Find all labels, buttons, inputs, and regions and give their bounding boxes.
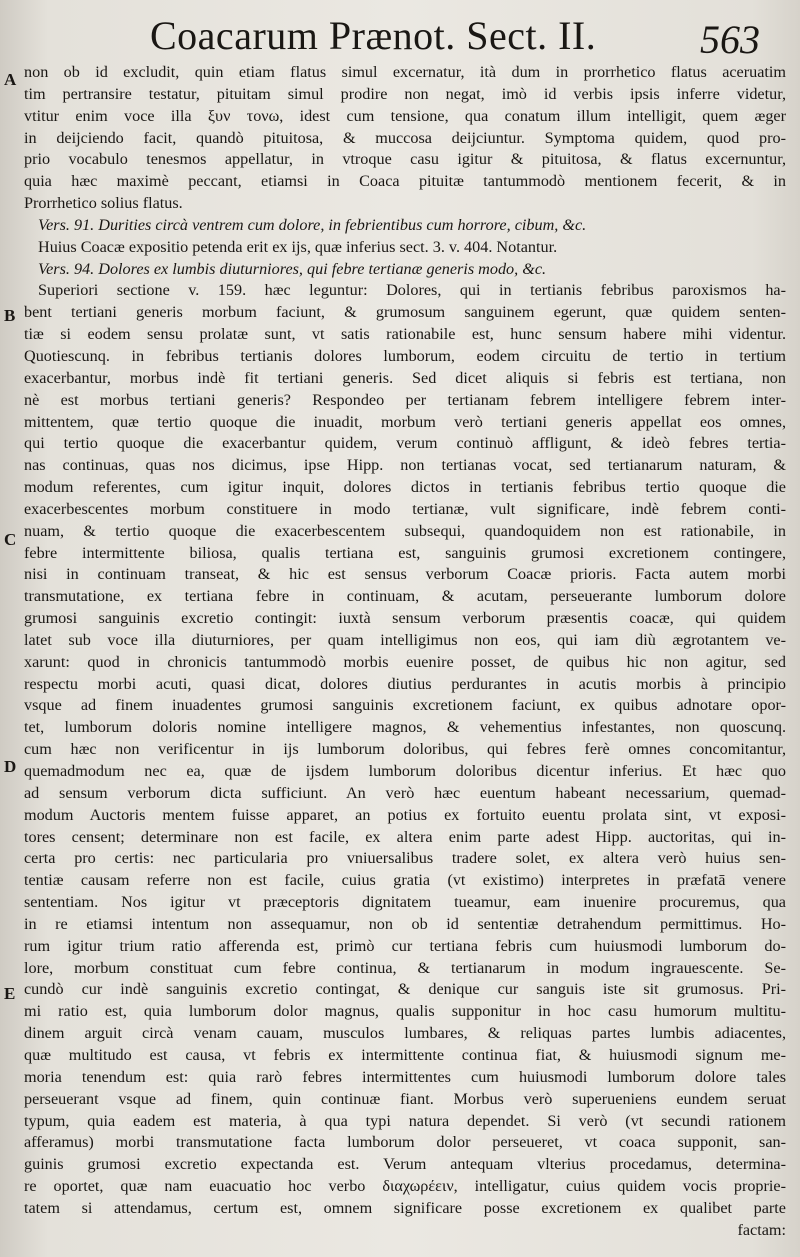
text-line: sententiam. Nos igitur vt præceptoris dignitatem tueamur, eam inuenire procuremus, qua — [24, 893, 786, 912]
text-line: tiæ si eodem sensu prolatæ sunt, vt satis rationabile est, hunc sensum habere mihi videntur. — [24, 325, 786, 344]
text-line: certa pro certis: nec particularia pro vniuersalibus tradere solet, ex altera verò huius sen- — [24, 849, 786, 868]
text-line: modum Auctoris mentem fuisse apparet, an potius ex fortuito euentu prolata sint, vt exposi- — [24, 805, 786, 824]
text-line: vtitur enim voce illa ξυν τονω, idest cum tensione, qua conatum illum intelligit, quem æger — [24, 106, 786, 125]
margin-letters — [0, 0, 24, 1257]
margin-letter-d: D — [4, 757, 17, 776]
text-line: mi ratio est, quia lumborum dolor magnus, qualis supponitur in hoc casu humorum multitu- — [24, 1002, 786, 1021]
text-line: tim pertransire testatur, pituitam simul prodire non negat, imò id verbis ipsis inferre videtur, — [24, 84, 786, 103]
text-line: febre intermittente biliosa, qualis tertiana est, sanguinis grumosi excretionem contingere, — [24, 543, 786, 562]
text-line: transmutatione, ex tertiana febre in continuam, & acutam, perseuerante lumborum dolore — [24, 587, 786, 606]
text-line: exacerbescentes morbum constituere in modo tertianæ, vult significare, indè febrem conti- — [24, 499, 786, 518]
text-line: moria tenendum est: quia rarò febres intermittentes cum huiusmodi lumborum dolore tales — [24, 1067, 786, 1086]
text-line: prio vocabulo tenesmos appellatur, in vtroque casu igitur & pituitosa, & flatus excernuntur, — [24, 150, 786, 169]
margin-letter-c: C — [4, 530, 17, 549]
text-line: in deijciendo facit, quandò pituitosa, & muccosa deijciuntur. Symptoma quidem, quod pro- — [24, 128, 786, 147]
text-line: ad sensum verborum dicta sufficiunt. An verò hæc euentum habeant necessarium, quemad- — [24, 783, 786, 802]
text-line: afferamus) morbi transmutatione facta lumborum dolor perseueret, vt coaca supponit, san- — [24, 1133, 786, 1152]
text-line: quia hæc maximè peccant, etiamsi in Coaca pituitæ tantummodò mentionem fecerit, & in — [24, 172, 786, 191]
text-line: cundò cur indè sanguinis excretio contingat, & denique cur sanguis iste sit grumosus. Pri- — [24, 980, 786, 999]
margin-letter-e: E — [4, 984, 16, 1003]
text-line: respectu morbi acuti, quasi dicat, dolores diutius perdurantes in acutis morbis à principio — [24, 674, 786, 693]
text-line: dinem arguit circà venam cauam, musculos lumbares, & reliquas partes lumbis adiacentes, — [24, 1024, 786, 1043]
text-line: mittentem, quæ tertio quoque die inuadit, morbum verò tertiani generis appellat eos omnes, — [24, 412, 786, 431]
text-line: quemadmodum nec ea, quæ de ijsdem lumborum doloribus dicentur inferius. Et hæc quo — [24, 762, 786, 780]
text-line: modum referentes, cum igitur inquit, dolores dictos in tertianis febribus tertio quoque die — [24, 478, 786, 497]
text-line: re oportet, quæ nam euacuatio hoc verbo διαχωρέειν, intelligatur, cuius quidem vocis proprie- — [24, 1177, 786, 1196]
text-line: nas continuas, quas nos dicimus, ipse Hipp. non tertianas vocat, sed tertianarum naturam, & — [24, 456, 786, 475]
text-line: grumosi sanguinis excretio contingit: iuxtà sensum verborum præsentis coacæ, qui quidem — [24, 609, 786, 628]
text-line: tentiæ causam referre non est facile, cuius gratia (vt existimo) interpretes in præfatā venere — [24, 871, 786, 890]
text-line: perseuerant vsque ad finem, quin continuæ fiant. Morbus verò superueniens eundem seruat — [24, 1089, 786, 1108]
text-line: guinis grumosi excretio expectanda est. Verum antequam vlterius procedamus, determina- — [24, 1155, 786, 1174]
text-line: nuam, & tertio quoque die exacerbescentem subsequi, quandoquidem non est rationabile, in — [24, 521, 786, 540]
text-line: Prorrhetico solius flatus. — [24, 194, 183, 213]
text-line: in re etiamsi intentum non assequamur, non ob id sententiæ detrahendum permittimus. Ho- — [24, 914, 786, 933]
text-line: tores censent; determinare non est facile, ex altera enim parte adest Hipp. auctoritas, qui in- — [24, 827, 786, 846]
text-line: typum, quia eadem est materia, à qua typi natura dependet. Si verò (vt secundi rationem — [24, 1111, 786, 1130]
text-line: bent tertiani generis morbum faciunt, & grumosum sanguinem egerunt, quæ quidem senten- — [24, 303, 786, 322]
verse-heading: Vers. 94. Dolores ex lumbis diuturniores, qui febre tertianæ generis modo, &c. — [38, 259, 547, 278]
text-line: Quotiescunq. in febribus tertianis dolores lumborum, eodem circuitu de tertio in tertium — [24, 346, 786, 365]
margin-letter-b: B — [4, 306, 16, 325]
text-line: qui tertio quoque die exacerbantur quidem, verum continuò affligunt, & ideò febres tertia- — [24, 434, 786, 453]
text-line: tatem si attendamus, certum est, omnem significare posse excretionem ex qualibet parte — [24, 1198, 786, 1217]
running-title: Coacarum Prænot. Sect. II. — [150, 13, 597, 58]
text-line: latet sub voce illa diuturniores, per quam intelligimus non eos, qui iam diù ægrotantem ve- — [24, 630, 786, 649]
text-line: nisi in continuam transeat, & hic est sensus verborum Coacæ prioris. Facta autem morbi — [24, 565, 786, 584]
margin-letter-a: A — [4, 70, 17, 89]
text-line: quæ multitudo est causa, vt febris ex intermittente continua fiat, & huiusmodi signum me- — [24, 1045, 786, 1064]
text-line: exacerbantur, morbus indè fit tertiani generis. Sed dicet aliquis si febris est tertiana, non — [24, 368, 786, 387]
text-line: cum hæc non verificentur in ijs lumborum doloribus, qui febres ferè omnes concomitantur, — [24, 740, 786, 759]
text-line: nè est morbus tertiani generis? Respondeo per tertianam febrem intelligere febrem inter- — [24, 390, 786, 409]
page-number: 563 — [700, 17, 760, 62]
text-line: lore, morbum constituat cum febre continua, & tertianarum in modum ingrauescente. Se- — [24, 958, 786, 977]
text-line: non ob id excludit, quin etiam flatus simul excernatur, ità dum in prorrhetico flatus aceruatim — [24, 63, 786, 81]
text-line: Superiori sectione v. 159. hæc leguntur: Dolores, qui in tertianis febribus paroxismos ha- — [38, 281, 786, 300]
text-line: tet, lumborum doloris nomine intelligere magnos, & vehementius infestantes, non quoscunq. — [24, 718, 786, 737]
text-line: xarunt: quod in chronicis tantummodò morbis euenire posset, de quibus hic non agitur, sed — [24, 652, 786, 671]
page-header — [0, 8, 800, 62]
catchword: factam: — [737, 1220, 786, 1239]
text-line: rum igitur trium ratio afferenda est, primò cur tertiana febris cum huiusmodi lumborum do- — [24, 936, 786, 955]
verse-heading: Vers. 91. Durities circà ventrem cum dolore, in febrientibus cum horrore, cibum, &c. — [38, 215, 587, 234]
text-line: vsque ad finem inuadentes grumosi sanguinis excretionem faciunt, ex quibus adnotare opor- — [24, 696, 786, 715]
body-text — [24, 62, 786, 1242]
text-line: Huius Coacæ expositio petenda erit ex ijs, quæ inferius sect. 3. v. 404. Notantur. — [38, 237, 558, 256]
